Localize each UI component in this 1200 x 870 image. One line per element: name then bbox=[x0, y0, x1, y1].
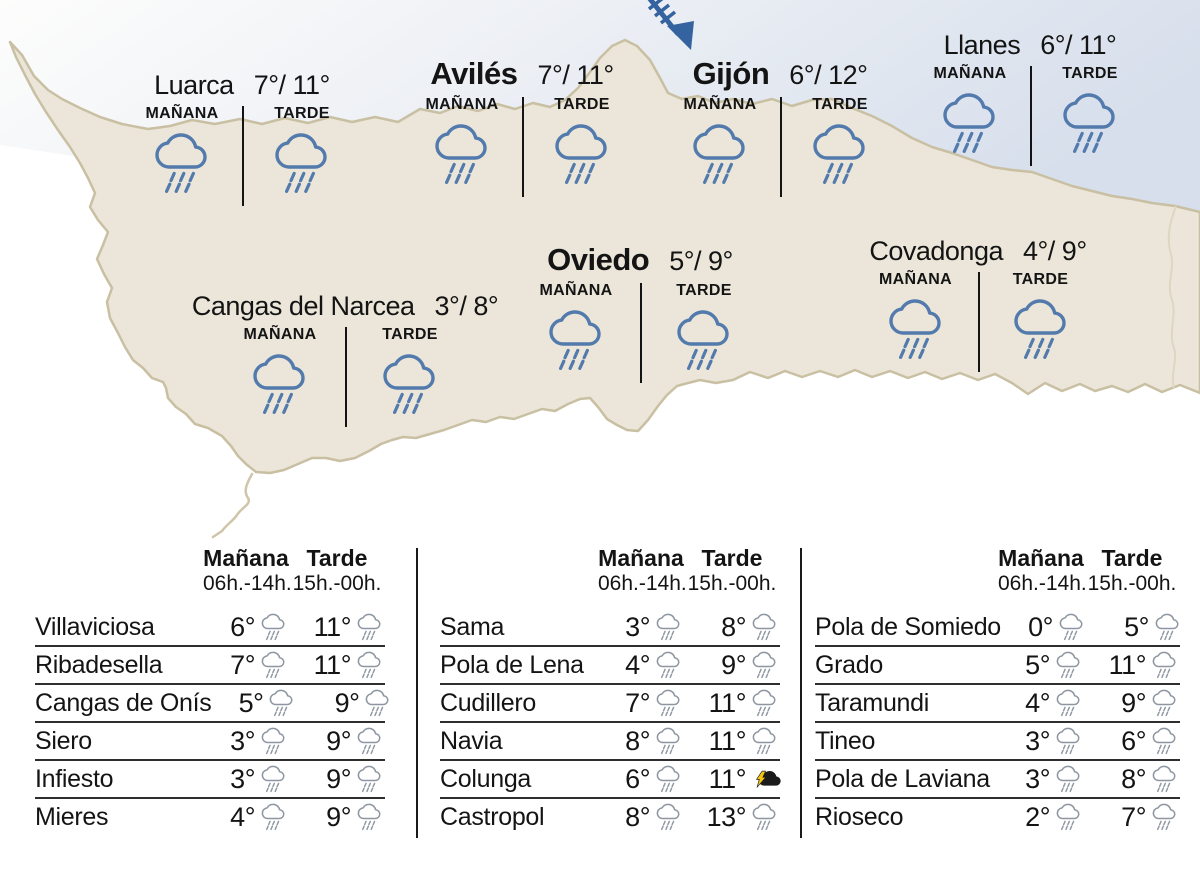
morning-hours: 06h.-14h. bbox=[598, 572, 687, 595]
town-name: Castropol bbox=[440, 802, 545, 831]
city-name: Avilés bbox=[430, 56, 518, 91]
morning-temp: 3° bbox=[230, 725, 255, 756]
rain-cloud-icon bbox=[1013, 298, 1069, 361]
rain-cloud-icon bbox=[676, 309, 732, 372]
rain-cloud-icon bbox=[274, 132, 330, 195]
rain-cloud-icon bbox=[942, 92, 998, 155]
station-covadonga bbox=[853, 236, 1103, 361]
table-row bbox=[815, 609, 1180, 647]
town-name: Pola de Somiedo bbox=[815, 612, 1001, 641]
afternoon-temp: 8° bbox=[1121, 763, 1146, 794]
afternoon-temp: 11° bbox=[708, 687, 746, 718]
afternoon-label: TARDE bbox=[274, 105, 330, 122]
divider bbox=[780, 97, 782, 197]
afternoon-label: TARDE bbox=[1062, 65, 1118, 82]
afternoon-temp: 9° bbox=[334, 687, 360, 718]
rain-cloud-icon bbox=[357, 727, 382, 755]
city-temps: 6°/ 12° bbox=[789, 60, 868, 90]
station-gijon bbox=[660, 56, 900, 186]
afternoon-label: TARDE bbox=[812, 96, 868, 113]
rain-cloud-icon bbox=[1056, 803, 1081, 831]
column-divider bbox=[416, 548, 418, 838]
morning-label: MAÑANA bbox=[879, 271, 952, 288]
city-name: Oviedo bbox=[547, 242, 650, 277]
city-temps: 5°/ 9° bbox=[669, 246, 733, 276]
afternoon-temp: 11° bbox=[1108, 649, 1146, 680]
rain-cloud-icon bbox=[752, 689, 777, 717]
rain-cloud-icon bbox=[692, 123, 748, 186]
rain-cloud-icon bbox=[752, 727, 777, 755]
rain-cloud-icon bbox=[888, 298, 944, 361]
morning-header: Mañana bbox=[998, 545, 1084, 571]
table-row bbox=[815, 685, 1180, 723]
afternoon-temp: 11° bbox=[708, 725, 746, 756]
morning-temp: 4° bbox=[1025, 687, 1050, 718]
afternoon-label: TARDE bbox=[382, 326, 438, 343]
afternoon-temp: 11° bbox=[708, 763, 746, 794]
afternoon-temp: 11° bbox=[313, 611, 351, 642]
table-row bbox=[440, 761, 780, 799]
divider bbox=[640, 283, 642, 383]
town-name: Pola de Laviana bbox=[815, 764, 990, 793]
morning-temp: 3° bbox=[1025, 763, 1050, 794]
morning-temp: 5° bbox=[238, 687, 264, 718]
rain-cloud-icon bbox=[1059, 613, 1084, 641]
afternoon-hours: 15h.-00h. bbox=[687, 572, 777, 595]
afternoon-temp: 9° bbox=[326, 725, 351, 756]
city-temps: 3°/ 8° bbox=[434, 291, 499, 321]
city-name: Covadonga bbox=[869, 236, 1003, 266]
city-name: Luarca bbox=[154, 70, 234, 100]
rain-cloud-icon bbox=[1062, 92, 1118, 155]
morning-temp: 4° bbox=[625, 649, 650, 680]
afternoon-temp: 9° bbox=[326, 763, 351, 794]
table-row bbox=[440, 799, 780, 835]
afternoon-temp: 11° bbox=[313, 649, 351, 680]
town-name: Infiesto bbox=[35, 764, 114, 793]
rain-cloud-icon bbox=[656, 803, 681, 831]
town-name: Tineo bbox=[815, 726, 876, 755]
rain-cloud-icon bbox=[656, 765, 681, 793]
morning-temp: 7° bbox=[625, 687, 650, 718]
forecast-table-2 bbox=[440, 545, 780, 835]
table-row bbox=[440, 647, 780, 685]
rain-cloud-icon bbox=[357, 613, 382, 641]
rain-cloud-icon bbox=[434, 123, 490, 186]
morning-hours: 06h.-14h. bbox=[998, 572, 1087, 595]
table-row bbox=[35, 685, 385, 723]
morning-hours: 06h.-14h. bbox=[203, 572, 292, 595]
town-name: Taramundi bbox=[815, 688, 930, 717]
divider bbox=[345, 327, 347, 427]
morning-label: MAÑANA bbox=[933, 65, 1007, 82]
afternoon-label: TARDE bbox=[676, 282, 732, 299]
storm-icon bbox=[752, 770, 781, 789]
rain-cloud-icon bbox=[656, 651, 681, 679]
morning-temp: 3° bbox=[1025, 725, 1050, 756]
rain-cloud-icon bbox=[812, 123, 868, 186]
table-row bbox=[35, 799, 385, 835]
table-row bbox=[440, 723, 780, 761]
afternoon-temp: 13° bbox=[706, 801, 746, 832]
town-name: Grado bbox=[815, 650, 883, 679]
morning-label: MAÑANA bbox=[539, 282, 613, 299]
table-row bbox=[35, 609, 385, 647]
rain-cloud-icon bbox=[269, 689, 294, 717]
rain-cloud-icon bbox=[554, 123, 610, 186]
rain-cloud-icon bbox=[656, 727, 681, 755]
station-cangas-del-narcea bbox=[191, 291, 499, 416]
morning-temp: 3° bbox=[230, 763, 255, 794]
rain-cloud-icon bbox=[1152, 651, 1177, 679]
city-temps: 6°/ 11° bbox=[1040, 30, 1117, 60]
morning-temp: 4° bbox=[230, 801, 255, 832]
divider bbox=[978, 272, 980, 372]
rain-cloud-icon bbox=[1056, 651, 1081, 679]
morning-temp: 0° bbox=[1028, 611, 1053, 642]
rain-cloud-icon bbox=[1152, 727, 1177, 755]
city-temps: 7°/ 11° bbox=[537, 60, 614, 90]
town-name: Villaviciosa bbox=[35, 612, 155, 641]
afternoon-hours: 15h.-00h. bbox=[1087, 572, 1177, 595]
afternoon-temp: 8° bbox=[721, 611, 746, 642]
morning-header: Mañana bbox=[203, 545, 289, 571]
table-row bbox=[35, 723, 385, 761]
morning-temp: 5° bbox=[1025, 649, 1050, 680]
rain-cloud-icon bbox=[252, 353, 308, 416]
town-name: Cudillero bbox=[440, 688, 536, 717]
rain-cloud-icon bbox=[1152, 765, 1177, 793]
morning-temp: 8° bbox=[625, 801, 650, 832]
region-border-tail bbox=[213, 474, 252, 537]
city-temps: 4°/ 9° bbox=[1022, 236, 1087, 266]
city-temps: 7°/ 11° bbox=[253, 70, 330, 100]
morning-temp: 3° bbox=[625, 611, 650, 642]
divider bbox=[522, 97, 524, 197]
rain-cloud-icon bbox=[548, 309, 604, 372]
afternoon-temp: 9° bbox=[721, 649, 746, 680]
afternoon-temp: 9° bbox=[1121, 687, 1146, 718]
city-name: Llanes bbox=[943, 30, 1021, 60]
afternoon-header: Tarde bbox=[306, 545, 368, 571]
rain-cloud-icon bbox=[382, 353, 438, 416]
rain-cloud-icon bbox=[1152, 803, 1177, 831]
town-name: Mieres bbox=[35, 802, 109, 831]
town-name: Cangas de Onís bbox=[35, 688, 212, 717]
station-llanes bbox=[910, 30, 1150, 155]
rain-cloud-icon bbox=[261, 651, 286, 679]
table-row bbox=[440, 685, 780, 723]
rain-cloud-icon bbox=[261, 727, 286, 755]
town-name: Ribadesella bbox=[35, 650, 163, 679]
divider bbox=[1030, 66, 1032, 166]
town-name: Sama bbox=[440, 612, 505, 641]
rain-cloud-icon bbox=[154, 132, 210, 195]
morning-temp: 8° bbox=[625, 725, 650, 756]
morning-temp: 7° bbox=[230, 649, 255, 680]
town-name: Navia bbox=[440, 726, 503, 755]
rain-cloud-icon bbox=[365, 689, 390, 717]
morning-label: MAÑANA bbox=[243, 326, 317, 343]
town-name: Siero bbox=[35, 726, 92, 755]
city-name: Gijón bbox=[692, 56, 770, 91]
rain-cloud-icon bbox=[656, 613, 681, 641]
rain-cloud-icon bbox=[1152, 689, 1177, 717]
rain-cloud-icon bbox=[357, 765, 382, 793]
afternoon-temp: 5° bbox=[1124, 611, 1149, 642]
rain-cloud-icon bbox=[752, 803, 777, 831]
rain-cloud-icon bbox=[261, 803, 286, 831]
afternoon-label: TARDE bbox=[554, 96, 610, 113]
rain-cloud-icon bbox=[752, 613, 777, 641]
morning-temp: 6° bbox=[625, 763, 650, 794]
afternoon-temp: 7° bbox=[1121, 801, 1146, 832]
afternoon-temp: 6° bbox=[1121, 725, 1146, 756]
forecast-table-3 bbox=[815, 545, 1180, 835]
rain-cloud-icon bbox=[1155, 613, 1180, 641]
table-row bbox=[440, 609, 780, 647]
forecast-table-1 bbox=[35, 545, 385, 835]
table-row bbox=[815, 799, 1180, 835]
rain-cloud-icon bbox=[1056, 765, 1081, 793]
table-row bbox=[815, 723, 1180, 761]
rain-cloud-icon bbox=[752, 651, 777, 679]
column-divider bbox=[800, 548, 802, 838]
rain-cloud-icon bbox=[261, 765, 286, 793]
morning-label: MAÑANA bbox=[145, 105, 219, 122]
table-row bbox=[35, 647, 385, 685]
afternoon-label: TARDE bbox=[1012, 271, 1069, 288]
town-name: Rioseco bbox=[815, 802, 904, 831]
afternoon-temp: 9° bbox=[326, 801, 351, 832]
rain-cloud-icon bbox=[357, 651, 382, 679]
morning-label: MAÑANA bbox=[425, 96, 499, 113]
afternoon-hours: 15h.-00h. bbox=[292, 572, 382, 595]
morning-header: Mañana bbox=[598, 545, 684, 571]
divider bbox=[242, 106, 244, 206]
rain-cloud-icon bbox=[656, 689, 681, 717]
station-oviedo bbox=[512, 242, 768, 372]
morning-temp: 2° bbox=[1025, 801, 1050, 832]
morning-temp: 6° bbox=[230, 611, 255, 642]
city-name: Cangas del Narcea bbox=[191, 291, 415, 321]
station-aviles bbox=[402, 56, 642, 186]
town-name: Colunga bbox=[440, 764, 532, 793]
table-row bbox=[815, 647, 1180, 685]
table-row bbox=[35, 761, 385, 799]
town-name: Pola de Lena bbox=[440, 650, 584, 679]
table-row bbox=[815, 761, 1180, 799]
rain-cloud-icon bbox=[357, 803, 382, 831]
afternoon-header: Tarde bbox=[1101, 545, 1163, 571]
rain-cloud-icon bbox=[1056, 689, 1081, 717]
rain-cloud-icon bbox=[261, 613, 286, 641]
station-luarca bbox=[122, 70, 362, 195]
rain-cloud-icon bbox=[1056, 727, 1081, 755]
morning-label: MAÑANA bbox=[683, 96, 757, 113]
afternoon-header: Tarde bbox=[701, 545, 763, 571]
